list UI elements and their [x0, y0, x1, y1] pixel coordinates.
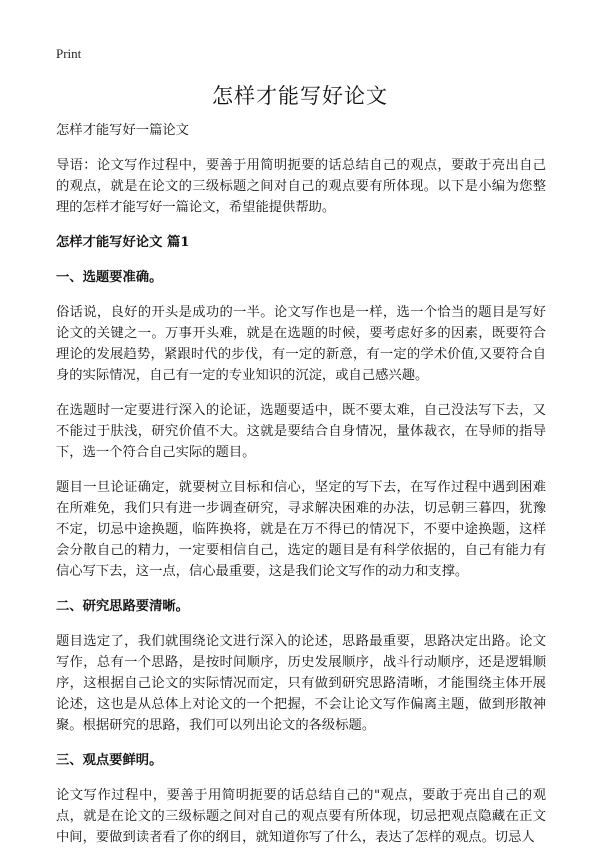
article-heading: 怎样才能写好论文 篇1	[56, 235, 190, 250]
section-paragraph: 在选题时一定要进行深入的论证，选题要适中，既不要太难，自己没法写下去，又不能过于肤浅，研究价值不大。这就是要结合自身情况，量体裁衣，在导师的指导下，选一个符合自己实际的题目。	[56, 403, 546, 460]
section-heading: 三、观点要鲜明。	[56, 753, 163, 768]
section-paragraph: 题目选定了，我们就围绕论文进行深入的论述，思路最重要，思路决定出路。论文写作，总有一个思路，是按时间顺序，历史发展顺序，战斗行动顺序，还是逻辑顺序，这根据自己论文的实际情况而定，只有做到研究思路清晰，才能围绕主体开展论述，这也是从总体上对论文的一个把握，不会让论文写作偏离主题，做到形散神聚。根据研究的思路，我们可以列出论文的各级标题。	[56, 634, 546, 733]
section-paragraph: 论文写作过程中，要善于用简明扼要的话总结自己的"观点，要敢于亮出自己的观点，就是在论文的三级标题之间对自己的观点要有所体现，切忌把观点隐藏在正文中间，要做到读者看了你的纲目，就知道你写了什么，表达了怎样的观点。切忌人	[56, 788, 546, 845]
section-heading: 一、选题要准确。	[56, 270, 163, 285]
section-heading: 二、研究思路要清晰。	[56, 599, 189, 614]
section-paragraph: 题目一旦论证确定，就要树立目标和信心，坚定的写下去，在写作过程中遇到困难在所难免，我们只有进一步调查研究，寻求解决困难的办法，切忌朝三暮四，犹豫不定，切忌中途换题，临阵换将，就是在万不得已的情况下，不要中途换题，这样会分散自己的精力，一定要相信自己，选定的题目是有科学依据的，自己有能力有信心写下去，这一点，信心最重要，这是我们论文写作的动力和支撑。	[56, 480, 546, 579]
print-label: Print	[56, 46, 82, 61]
section-paragraph: 俗话说，良好的开头是成功的一半。论文写作也是一样，选一个恰当的题目是写好论文的关键之一。万事开头难，就是在选题的时候，要考虑好多的因素，既要符合理论的发展趋势，紧跟时代的步伐，有一定的新意，有一定的学术价值,又要符合自身的实际情况，自己有一定的专业知识的沉淀，或自己感兴趣。	[56, 305, 546, 383]
intro-paragraph: 导语：论文写作过程中，要善于用简明扼要的话总结自己的观点，要敢于亮出自己的观点，就是在论文的三级标题之间对自己的观点要有所体现。以下是小编为您整理的怎样才能写好一篇论文，希望能提供帮助。	[56, 158, 546, 215]
document-title: 怎样才能写好论文	[212, 84, 388, 108]
document-body	[56, 120, 546, 862]
document-subtitle: 怎样才能写好一篇论文	[56, 123, 189, 138]
